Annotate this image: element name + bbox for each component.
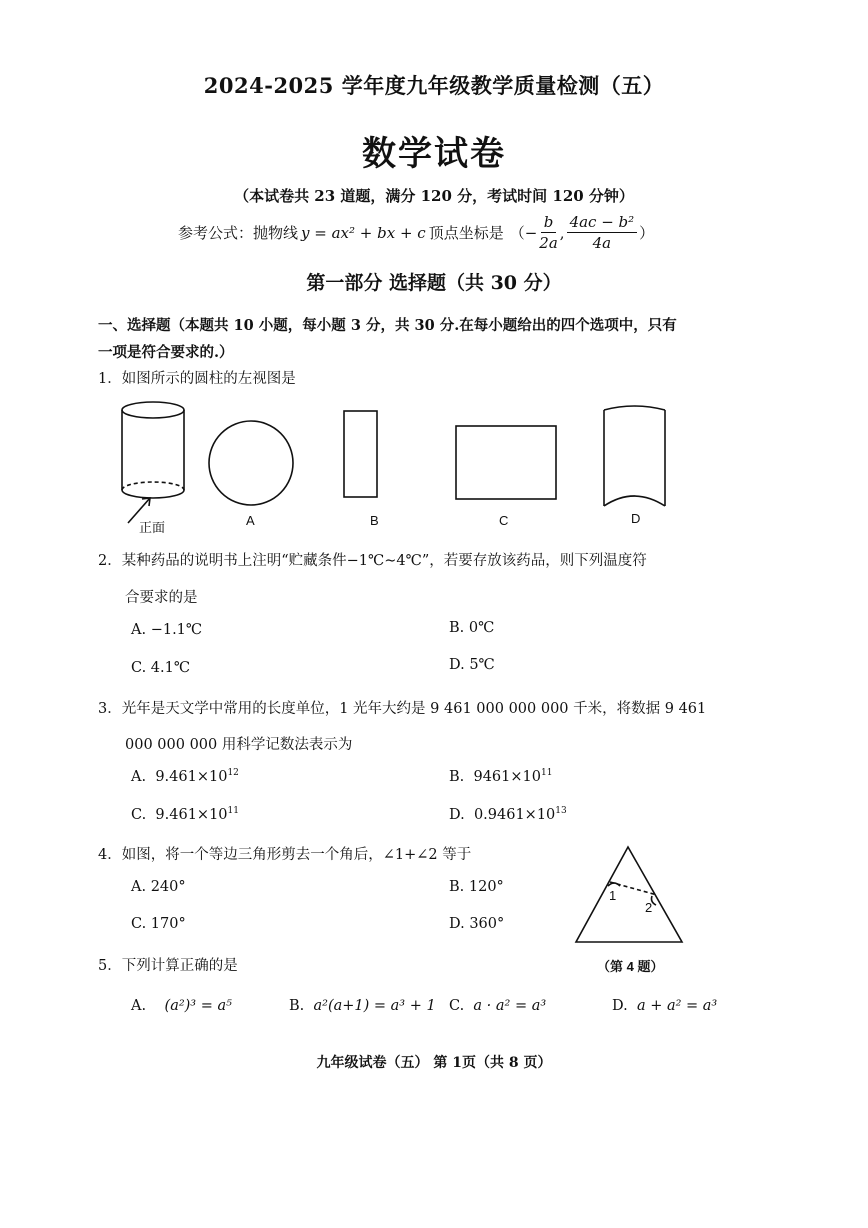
option-base: 9.461×10: [155, 806, 228, 823]
exam-title: 数学试卷: [362, 134, 506, 174]
option-expression: a · a² = a³: [473, 998, 547, 1014]
option-letter: D.: [449, 806, 465, 823]
question-2-option-b: B. 0℃: [449, 620, 495, 636]
option-expression: (a²)³ = a⁵: [164, 998, 232, 1014]
option-letter: A.: [131, 768, 147, 785]
question-3-option-d: [449, 806, 567, 823]
option-c-label: C: [499, 513, 509, 528]
question-5-text: 5．下列计算正确的是: [98, 958, 238, 974]
formula-comma: ,: [559, 223, 565, 242]
fraction-1-numerator: b: [541, 212, 557, 233]
formula-close: ）: [639, 224, 655, 242]
question-5-option-b: [289, 998, 436, 1014]
option-letter: C.: [449, 998, 465, 1014]
option-base: 0.9461×10: [473, 806, 556, 823]
formula-fraction-1: [539, 212, 558, 253]
option-d-label: D: [631, 511, 641, 526]
question-3-option-a: [131, 768, 239, 785]
formula-expression: y = ax² + bx + c: [301, 223, 426, 242]
question-5-option-c: [449, 998, 546, 1014]
formula-suffix: 顶点坐标是: [428, 224, 504, 242]
question-4-caption: （第 4 题）: [597, 959, 664, 974]
question-4-option-c: C. 170°: [131, 916, 186, 932]
question-2-option-a: A. −1.1℃: [131, 622, 203, 638]
question-3-line-1: 3．光年是天文学中常用的长度单位，1 光年大约是 9 461 000 000 000 千米，将数据 9 461: [98, 701, 707, 717]
formula-prefix: 参考公式：抛物线: [178, 224, 299, 242]
cylinder-front-label: 正面: [139, 520, 166, 535]
option-d-curved-shape: [604, 406, 665, 506]
option-base: 9.461×10: [155, 768, 228, 785]
option-letter: B.: [449, 768, 465, 785]
question-4-option-d: D. 360°: [449, 916, 505, 932]
cylinder-figure: [122, 402, 184, 523]
question-3-option-b: [449, 768, 552, 785]
option-expression: a + a² = a³: [636, 998, 718, 1014]
question-2-line-2: 合要求的是: [125, 590, 198, 606]
formula-fraction-2: [567, 212, 638, 253]
question-2-option-d: D. 5℃: [449, 657, 495, 673]
option-c-wide-rectangle: [456, 426, 556, 499]
question-2-option-c: C. 4.1℃: [131, 660, 191, 676]
fraction-2-denominator: 4a: [592, 234, 612, 252]
option-exponent: 12: [227, 768, 239, 778]
option-exponent: 11: [541, 768, 553, 778]
exam-header: 2024-2025 学年度九年级教学质量检测（五）: [203, 73, 665, 98]
option-expression: a²(a+1) = a³ + 1: [313, 998, 436, 1014]
reference-formula: [178, 212, 654, 253]
option-b-label: B: [370, 513, 379, 528]
question-1-text: 1．如图所示的圆柱的左视图是: [98, 371, 296, 387]
exam-subtitle: （本试卷共 23 道题，满分 120 分，考试时间 120 分钟）: [234, 187, 634, 205]
section-instructions: [98, 312, 738, 366]
option-a-label: A: [246, 513, 255, 528]
page-footer: 九年级试卷（五） 第 1页（共 8 页）: [316, 1055, 552, 1071]
angle-2-label: 2: [645, 900, 653, 915]
instructions-line-1: 一、选择题（本题共 10 小题，每小题 3 分，共 30 分.在每小题给出的四个选项中，只有: [98, 317, 677, 334]
option-exponent: 11: [227, 806, 239, 816]
section-title: 第一部分 选择题（共 30 分）: [306, 272, 562, 294]
option-a-circle: [209, 421, 293, 505]
question-5-option-d: [612, 998, 717, 1014]
question-4-option-b: B. 120°: [449, 879, 504, 895]
question-4-triangle-figure: [570, 842, 690, 946]
option-letter: B.: [289, 998, 305, 1014]
option-letter: C.: [131, 806, 147, 823]
fraction-1-denominator: 2a: [539, 234, 558, 252]
option-b-tall-rectangle: [344, 411, 377, 497]
question-3-option-c: [131, 806, 239, 823]
instructions-line-2: 一项是符合要求的.）: [98, 344, 234, 361]
option-letter: D.: [612, 998, 628, 1014]
formula-open: （−: [509, 224, 538, 242]
option-base: 9461×10: [473, 768, 541, 785]
triangle-outline: [576, 847, 682, 942]
fraction-2-numerator: 4ac − b²: [567, 212, 638, 233]
question-5-option-a: [131, 998, 232, 1014]
option-letter: A.: [131, 998, 147, 1014]
question-4-option-a: A. 240°: [131, 879, 186, 895]
option-exponent: 13: [555, 806, 567, 816]
question-1-figures: [110, 398, 690, 543]
question-4-text: 4．如图，将一个等边三角形剪去一个角后，∠1+∠2 等于: [98, 847, 472, 863]
angle-1-label: 1: [609, 888, 617, 903]
question-2-line-1: 2．某种药品的说明书上注明“贮藏条件−1℃∼4℃”，若要存放该药品，则下列温度符: [98, 553, 647, 569]
question-3-line-2: 000 000 000 用科学记数法表示为: [125, 737, 353, 753]
